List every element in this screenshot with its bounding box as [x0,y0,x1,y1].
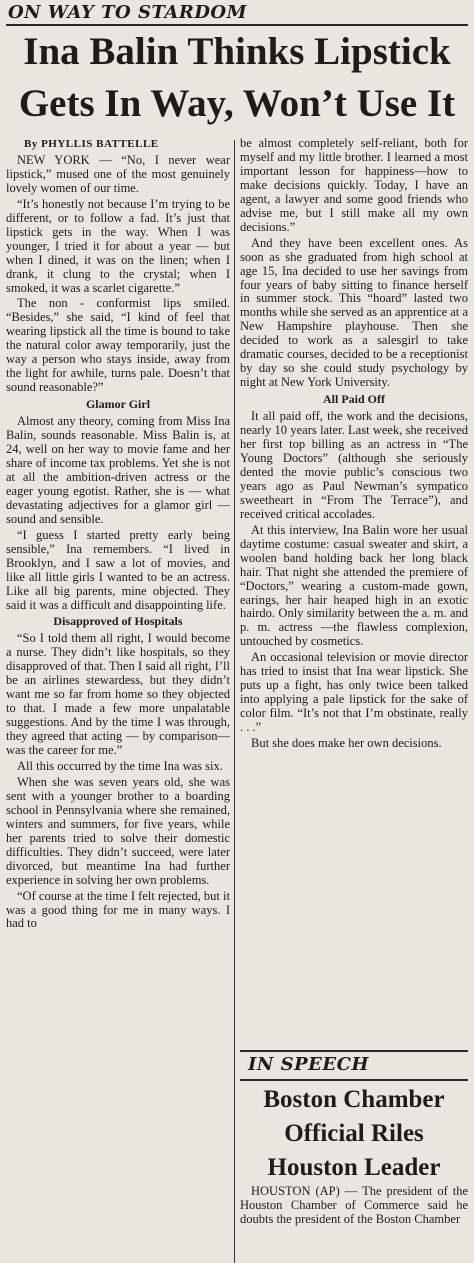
speech-headline-line-1: Boston Chamber [263,1086,445,1113]
byline: By PHYLLIS BATTELLE [24,138,159,150]
kicker-rule [6,24,468,26]
article-paragraph: “It’s honestly not because I’m trying to be different, or to follow a fad. It’s just that lipstick gets in the way. When I was younger, I tried it for about a year — but when I dined, it was on the linen; when I drank, it clung to the crystal; when I smoked, it was a scarlet cigarette.” [6,196,230,295]
speech-story [240,1054,468,1227]
speech-headline-line-2: Official Riles [284,1120,424,1147]
article-paragraph: But she does make her own decisions. [251,736,442,751]
article-paragraph: The non - conformist lips smiled. “Besides,” she said, “I kind of feel that wearing lipstick all the time is bound to take the natural color away temporarily, just the way a person who stays inside, away from the light for awhile, turns pale. Doesn’t that sound reasonable?” [6,296,230,395]
subhead-hospitals: Disapproved of Hospitals [53,614,183,629]
article-paragraph: NEW YORK — “No, I never wear lipstick,” mused one of the most genuinely lovely women of our time. [6,152,230,195]
article-left-column [6,137,230,1263]
article-paragraph: An occasional television or movie director has tried to insist that Ina wear lipstick. She puts up a fight, has only twice been talked into applying a pale lipstick for the sake of color film. “It’s not that I’m obstinate, really . . .” [240,650,468,735]
headline-line-1: Ina Balin Thinks Lipstick [23,30,451,73]
speech-body: HOUSTON (AP) — The president of the Houston Chamber of Commerce said he doubts the president of the Boston Chamber [240,1184,468,1226]
article-paragraph: When she was seven years old, she was sent with a younger brother to a boarding school in Pennsylvania where she remained, winters and summers, for five years, while her parents tried to solve their domestic difficulties. They didn’t succeed, were later divorced, but meantime Ina had further experience in solving her own problems. [6,774,230,887]
article-paragraph: “So I told them all right, I would become a nurse. They didn’t like hospitals, so they disapproved of that. Then I said all right, I’ll be an airlines stewardess, but they didn’t want me so far from home so they objected to that. I made a few more unpalatable suggestions. And by the time I was through, they agreed that acting — by comparison— was the career for me.” [6,631,230,758]
speech-kicker-rule [240,1079,468,1081]
speech-headline-line-3: Houston Leader [267,1154,441,1181]
article-paragraph: be almost completely self-reliant, both for myself and my little brother. I learned a most important lesson for happiness—how to make decisions quickly. Today, I have an agent, a lawyer and some good friends who advise me, but I still make all my own decisions.” [240,137,468,234]
article-paragraph: “Of course at the time I felt rejected, but it was a good thing for me in many ways. I had to [6,888,230,931]
article-paragraph: Almost any theory, coming from Miss Ina Balin, sounds reasonable. Miss Balin is, at 24, well on her way to movie fame and her share of income tax problems. Yet she is not at all the ambition-driven actress or the eager young egotist. Rather, she is — what devastating adjectives for a glamor girl — sound and sensible. [6,414,230,526]
column-divider [234,140,235,1263]
headline-line-2: Gets In Way, Won’t Use It [18,82,456,125]
subhead-glamor-girl: Glamor Girl [85,397,151,412]
speech-kicker: IN SPEECH [248,1054,369,1075]
article-paragraph: At this interview, Ina Balin wore her usual daytime costume: casual sweater and skirt, a woolen band holding back her long black hair. That night she attended the premiere of “Doctors,” wearing a custom-made gown, earings, her hair heaped high in an exotic hairdo. Only similarity between the a. m. and p. m. actress —the flawless complexion, untouched by cosmetics. [240,522,468,649]
subhead-all-paid-off: All Paid Off [323,392,385,407]
article-paragraph: It all paid off, the work and the decisions, nearly 10 years later. Last week, she received her first top billing as an actress in “The Young Doctors” (although she seriously dented the movie public’s conscious two years ago as Paul Newman’s sympatico sweetheart in “From The Terrace”), and received critical accolades. [240,409,468,521]
article-paragraph: And they have been excellent ones. As soon as she graduated from high school at age 15, Ina decided to use her savings from four years of baby sitting to finance herself in summer stock. This “hoard” lasted two months while she served as an apprentice at a New Hampshire playhouse. Then she decided to work as a salesgirl to take dramatic courses, decided to be a receptionist by day so she could study psychology by night at New York University. [240,235,468,390]
article-right-column [240,137,468,1047]
speech-rule [240,1050,468,1052]
article-paragraph: “I guess I started pretty early being sensible,” Ina remembers. “I lived in Brooklyn, and I saw a lot of movies, and like all little girls I wanted to be an actress. Like all big parents, mine objected. They said it was a difficult and disappointing life. [6,527,230,612]
article-paragraph: All this occurred by the time Ina was six. [17,758,223,773]
kicker-label: ON WAY TO STARDOM [8,2,248,23]
